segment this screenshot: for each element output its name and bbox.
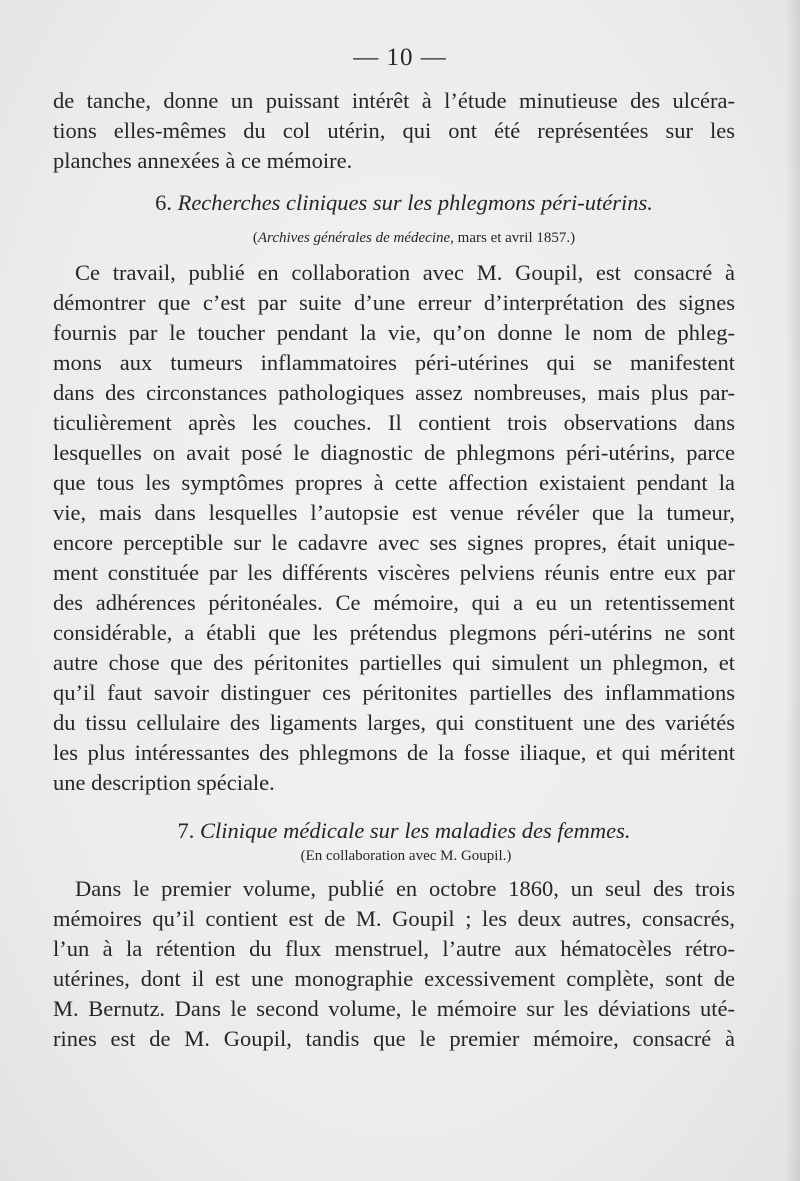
section-title: Clinique médicale sur les maladies des femmes. <box>199 818 631 843</box>
text-line: que tous les symptômes propres à cette affection existaient pendant la <box>53 470 735 495</box>
paragraph-section-6 <box>53 258 735 798</box>
source-journal: Archives générales de médecine, <box>257 230 454 246</box>
text-line: démontrer que c’est par suite d’une erreur d’interprétation des signes <box>53 290 735 315</box>
paragraph-section-7 <box>53 874 735 1054</box>
text-line: une description spéciale. <box>53 770 275 795</box>
text-line: tions elles-mêmes du col utérin, qui ont été représentées sur les <box>53 118 735 143</box>
text-line: M. Bernutz. Dans le second volume, le mémoire sur les déviations uté- <box>53 996 735 1021</box>
section-7-heading <box>0 818 800 844</box>
section-6-source <box>0 230 800 247</box>
text-line: Ce travail, publié en collaboration avec M. Goupil, est consacré à <box>75 260 735 285</box>
source-date: mars et avril 1857.) <box>457 230 576 246</box>
text-line: de tanche, donne un puissant intérêt à l’étude minutieuse des ulcéra- <box>53 88 735 113</box>
text-line: des adhérences péritonéales. Ce mémoire, qui a eu un retentissement <box>53 590 735 615</box>
text-line: du tissu cellulaire des ligaments larges, qui constituent une des variétés <box>53 710 735 735</box>
text-line: ticulièrement après les couches. Il contient trois observations dans <box>53 410 735 435</box>
source-open-paren: ( <box>252 230 258 246</box>
text-line: qu’il faut savoir distinguer ces péritonites partielles des inflammations <box>53 680 735 705</box>
section-title: Recherches cliniques sur les phlegmons péri-utérins. <box>177 190 653 215</box>
paragraph-continuation <box>53 86 735 176</box>
text-line: les plus intéressantes des phlegmons de la fosse iliaque, et qui méritent <box>53 740 735 765</box>
text-line: mémoires qu’il contient est de M. Goupil ; les deux autres, consacrés, <box>53 906 735 931</box>
section-number: 6. <box>155 190 172 215</box>
section-6-heading <box>0 190 800 216</box>
text-line: dans des circonstances pathologiques assez nombreuses, mais plus par- <box>53 380 735 405</box>
text-line: autre chose que des péritonites partielles qui simulent un phlegmon, et <box>53 650 735 675</box>
text-line: utérines, dont il est une monographie excessivement complète, sont de <box>53 966 735 991</box>
text-line: considérable, a établi que les prétendus plegmons péri-utérins ne sont <box>53 620 735 645</box>
page-edge-shadow <box>786 0 800 1181</box>
section-number: 7. <box>177 818 195 843</box>
text-line: lesquelles on avait posé le diagnostic de phlegmons péri-utérins, parce <box>53 440 735 465</box>
text-line: encore perceptible sur le cadavre avec ses signes propres, était unique- <box>53 530 735 555</box>
text-line: ment constituée par les différents viscères pelviens réunis entre eux par <box>53 560 735 585</box>
text-line: rines est de M. Goupil, tandis que le premier mémoire, consacré à <box>53 1026 735 1051</box>
text-line: planches annexées à ce mémoire. <box>53 148 353 173</box>
text-line: l’un à la rétention du flux menstruel, l’autre aux hématocèles rétro- <box>53 936 735 961</box>
text-line: vie, mais dans lesquelles l’autopsie est venue révéler que la tumeur, <box>53 500 735 525</box>
section-7-source: (En collaboration avec M. Goupil.) <box>300 848 512 864</box>
text-line: Dans le premier volume, publié en octobre 1860, un seul des trois <box>75 876 735 901</box>
text-line: mons aux tumeurs inflammatoires péri-utérines qui se manifestent <box>53 350 735 375</box>
text-line: fournis par le toucher pendant la vie, qu’on donne le nom de phleg- <box>53 320 735 345</box>
page-number: — 10 — <box>353 44 447 71</box>
